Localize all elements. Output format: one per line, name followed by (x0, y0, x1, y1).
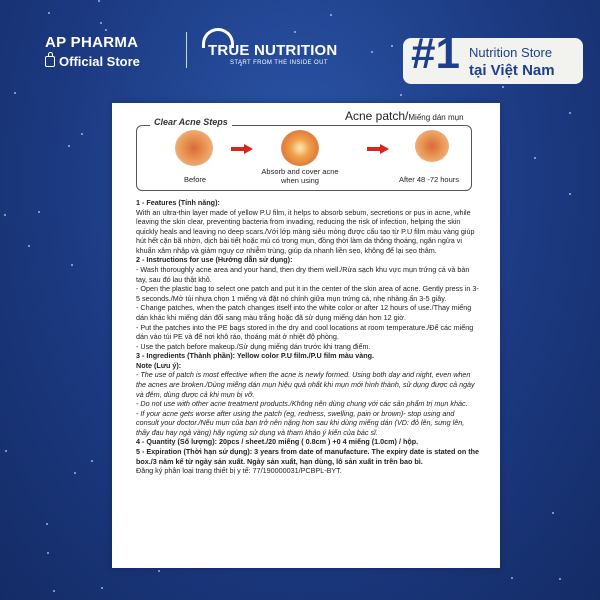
star-dot (53, 590, 55, 592)
star-dot (534, 157, 536, 159)
star-dot (4, 214, 6, 216)
star-dot (68, 145, 70, 147)
step-caption: After 48 -72 hours (398, 175, 460, 184)
info-line: - Use the patch before makeup./Sử dụng miếng dán trước khi trang điểm. (136, 341, 371, 351)
product-info-panel (112, 103, 500, 568)
acne-before-image (175, 130, 213, 166)
section-heading: 3 - Ingredients (Thành phần): Yellow color P.U film./P.U film màu vàng. (136, 351, 375, 361)
partner-title: TRUE NUTRITION (208, 42, 338, 59)
info-line: With an ultra-thin layer made of yellow P.U film, it helps to absorb sebum, secretions or pus in acne, while leaving the skin clear, preventing bacteria from invading, reducing the risk of infection, helping the skin quickly heals and leaving no deep scars./Với lớp màng siêu mỏng được cấu tạo từ P.U film màu vàng giúp hút hết cặn bã nhờn, dịch bài tiết hoặc mủ có trong mụn, đồng thời làm da thông thoáng, ngăn ngừa vi khuẩn xâm nhập và giảm nguy cơ nhiễm trùng, giúp da nhanh liền sẹo, không để lại sẹo thâm. (136, 207, 475, 255)
info-line: - If your acne gets worse after using the patch (eg, redness, swelling, pain or brown)- stop using and consult your doctor./Nếu mụn của bạn trở nên nặng hơn sau khi dùng miếng dán (VD: đỏ lên, sưng lên, thấy đau hay ngả vàng) hãy ngừng sử dụng và tham khảo ý kiến của bác sĩ. (136, 408, 465, 437)
star-dot (5, 450, 7, 452)
section-heading: 1 - Features (Tính năng): (136, 198, 220, 207)
info-line: - Open the plastic bag to select one patch and put it in the center of the skin area of acne. Gently press in 3-5 seconds./Mở túi nhựa chọn 1 miếng và đặt nó chính giữa mụn trứng cá, nhẹ nhàng ấn 3-5 giây. (136, 284, 479, 303)
star-dot (101, 587, 103, 589)
info-line: - Wash thoroughly acne area and your hand, then dry them well./Rửa sạch khu vực mụn trứng cá và bàn tay, sau đó lau thật khô. (136, 265, 470, 284)
product-description (136, 198, 479, 476)
product-title-vi: Miếng dán mụn (408, 113, 464, 122)
section-heading: 5 - Expiration (Thời hạn sử dụng): 3 years from date of manufacture. The expiry date is stated on the box./3 năm kể từ ngày sản xuất. Ngày sản xuất, hạn dùng, lô sản xuất in trên bao bì. (136, 447, 479, 466)
partner-tagline: START FROM THE INSIDE OUT (230, 60, 328, 66)
star-dot (511, 577, 513, 579)
header-divider (186, 32, 187, 68)
badge-line2: tại Việt Nam (469, 62, 555, 79)
info-line: - The use of patch is most effective when the acne is newly formed. Using both day and night, even when the acnes are broken./Dùng miếng dán mụn hiệu quả nhất khi mụn mới hình thành, sử dụng được cả ngày và đêm, dùng được cả khi mụn bị vỡ. (136, 370, 475, 399)
star-dot (28, 245, 30, 247)
brand-name: AP PHARMA (45, 34, 139, 51)
star-dot (81, 133, 83, 135)
acne-with-patch-image (281, 130, 319, 166)
info-line: - Do not use with other acne treatment products./Không nên dùng chung với các sản phẩm trị mụn khác. (136, 399, 468, 409)
info-line: - Change patches, when the patch changes itself into the white color or after 12 hours of use./Thay miếng dán khác khi miếng dán đổi sang màu trắng hoặc đã sử dụng miếng dán hơn 12 giờ. (136, 303, 472, 322)
steps-title: Clear Acne Steps (150, 117, 232, 127)
star-dot (74, 472, 76, 474)
product-title-en: Acne patch/ (345, 109, 409, 123)
star-dot (552, 512, 554, 514)
badge-line1: Nutrition Store (469, 45, 553, 60)
shopping-bag-icon (45, 56, 55, 67)
steps-box (136, 125, 472, 191)
official-store-label (45, 54, 140, 69)
star-dot (158, 570, 160, 572)
arrow-right-icon (231, 144, 253, 154)
section-heading: Note (Lưu ý): (136, 360, 182, 370)
section-heading: 4 - Quantity (Số lượng): 20pcs / sheet./20 miếng ( 0.8cm ) +0 4 miếng (1.0cm) / hộp. (136, 437, 419, 447)
star-dot (559, 578, 561, 580)
info-line: Đăng ký phân loại trang thiết bị y tế: 77/190000031/PCBPL-BYT. (136, 466, 342, 476)
star-dot (91, 460, 93, 462)
header-bar (0, 0, 600, 100)
star-dot (47, 552, 49, 554)
step-caption: Absorb and cover acne when using (261, 167, 339, 185)
brand-store-text: Official Store (59, 54, 140, 69)
star-dot (38, 211, 40, 213)
arrow-right-icon (367, 144, 389, 154)
section-heading: 2 - Instructions for use (Hướng dẫn sử dụng): (136, 255, 293, 265)
info-line: - Put the patches into the PE bags stored in the dry and cool locations at room temperature./Để các miếng dán vào túi PE và để nơi khô ráo, thoáng mát ở nhiệt độ phòng. (136, 322, 474, 342)
star-dot (569, 112, 571, 114)
ranking-badge (403, 29, 583, 84)
star-dot (569, 193, 571, 195)
product-title (345, 109, 464, 123)
star-dot (46, 523, 48, 525)
step-caption: Before (183, 175, 207, 184)
ap-pharma-logo[interactable] (45, 34, 140, 69)
badge-number: #1 (411, 29, 460, 78)
acne-after-image (415, 130, 449, 162)
star-dot (71, 264, 73, 266)
